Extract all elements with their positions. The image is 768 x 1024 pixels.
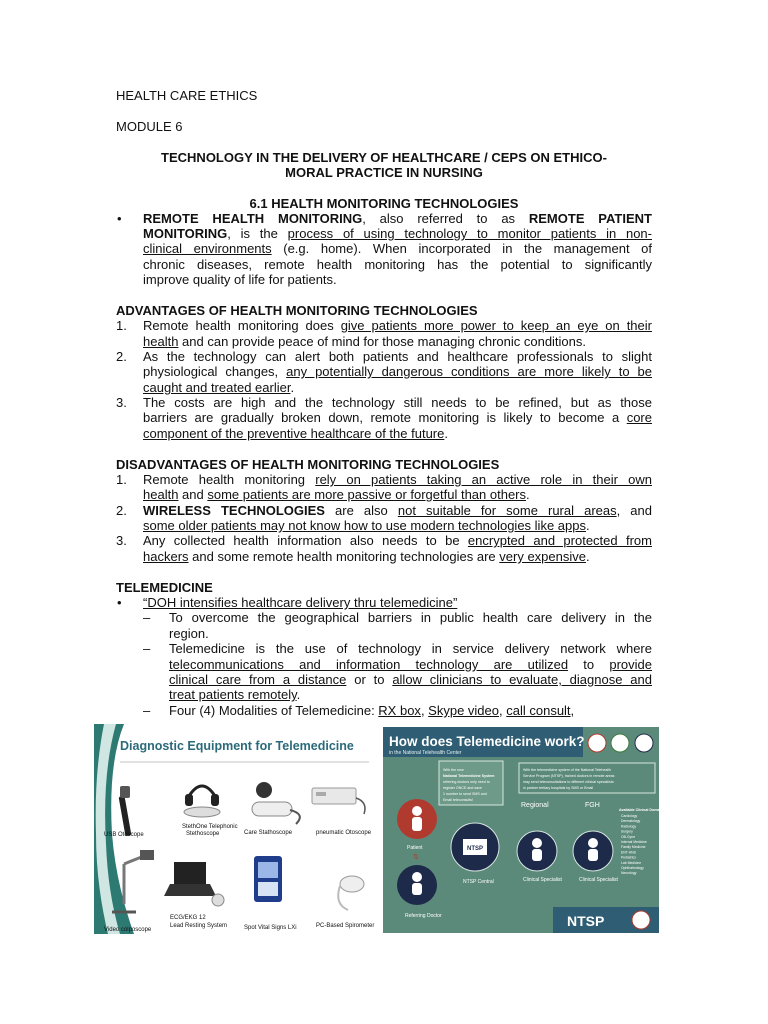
svg-text:Referring Doctor: Referring Doctor (405, 913, 442, 919)
list-number: 1. (116, 472, 127, 487)
advantages-heading: ADVANTAGES OF HEALTH MONITORING TECHNOLOGIES (116, 303, 478, 318)
svg-text:may send teleconsultations to: may send teleconsultations to different clinical specialists (523, 780, 614, 784)
list-line: hackers and some remote health monitoring technologies are very expensive. (143, 549, 590, 564)
list-number: 1. (116, 318, 127, 333)
dash-marker: – (143, 610, 151, 625)
list-line: health and some patients are more passive or forgetful than others. (143, 487, 530, 502)
clinical-domain-item: Cardiology (621, 814, 638, 818)
headphones-icon (184, 786, 220, 817)
sub-line: To overcome the geographical barriers in public health care delivery in the (169, 610, 652, 625)
seal-icon (632, 911, 650, 929)
section-heading: 6.1 HEALTH MONITORING TECHNOLOGIES (249, 196, 519, 211)
vital-signs-monitor-icon (254, 856, 282, 902)
device-box-icon (312, 788, 365, 814)
list-line: Remote health monitoring does give patients more power to keep an eye on their (143, 318, 652, 333)
list-line: caught and treated earlier. (143, 380, 295, 395)
list-line: barriers are gradually broken down, remote monitoring is likely to become a core (143, 410, 652, 425)
figure-left-graphic (94, 724, 380, 934)
svg-text:USB Otoscope: USB Otoscope (104, 832, 144, 838)
svg-text:NTSP: NTSP (467, 846, 484, 852)
course-title: HEALTH CARE ETHICS (116, 88, 258, 103)
svg-text:Spot Vital Signs LXi: Spot Vital Signs LXi (244, 925, 297, 931)
clinical-domain-item: Neurology (621, 871, 637, 876)
list-line: component of the preventive healthcare of the future. (143, 426, 448, 441)
list-line: health and can provide peace of mind for those managing chronic conditions. (143, 334, 587, 349)
svg-text:Email teleconsults!: Email teleconsults! (443, 798, 473, 802)
sub-line: Four (4) Modalities of Telemedicine: RX box, Skype video, call consult, (169, 703, 575, 718)
svg-text:Service Program (NTSP), traine: Service Program (NTSP), trained doctors in remote areas (523, 774, 615, 778)
clinical-domain-item: Dermatology (621, 819, 641, 824)
list-number: 3. (116, 395, 127, 410)
svg-text:NTSP Central: NTSP Central (463, 879, 494, 885)
list-line: Any collected health information also needs to be encrypted and protected from (143, 533, 652, 548)
svg-text:pneumatic Otoscope: pneumatic Otoscope (316, 830, 372, 836)
list-number: 2. (116, 503, 127, 518)
figure-right-graphic (383, 727, 666, 933)
para-line: improve quality of life for patients. (143, 272, 337, 287)
sub-line: region. (169, 626, 209, 641)
svg-text:FGH: FGH (585, 802, 600, 809)
clinical-domain-item: Family Medicine (621, 845, 646, 850)
svg-text:With the telemedicine system o: With the telemedicine system of the National Telehealth (523, 768, 612, 772)
svg-text:StethOne Telephonic: StethOne Telephonic (182, 824, 238, 830)
svg-text:Stethoscope: Stethoscope (186, 831, 220, 837)
seal-icon (635, 734, 653, 752)
seal-icon (611, 734, 629, 752)
list-line: Remote health monitoring rely on patients taking an active role in their own (143, 472, 652, 487)
list-line: WIRELESS TECHNOLOGIES are also not suitable for some rural areas, and (143, 503, 652, 518)
telemedicine-heading: TELEMEDICINE (116, 580, 213, 595)
sub-line: clinical care from a distance or to allow clinicians to evaluate, diagnose and (169, 672, 652, 687)
svg-text:Care Stathoscope: Care Stathoscope (244, 830, 293, 836)
doc-title-line1: TECHNOLOGY IN THE DELIVERY OF HEALTHCARE / CEPS ON ETHICO- (161, 150, 607, 165)
figure-left-title: Diagnostic Equipment for Telemedicine (120, 739, 354, 753)
dash-marker: – (143, 703, 151, 718)
clinical-domain-item: OB-Gyne (621, 834, 636, 839)
svg-text:in partner tertiary hospitals: in partner tertiary hospitals by SMS or Email (523, 786, 594, 790)
diagnostic-equipment-figure (94, 724, 380, 934)
list-line: The costs are high and the technology still needs to be refined, but as those (143, 395, 652, 410)
svg-text:in the National Telehealth Cen: in the National Telehealth Center (389, 750, 462, 756)
list-line: physiological changes, any potentially dangerous conditions are more likely to be (143, 364, 652, 379)
telemedicine-infographic (383, 727, 666, 933)
svg-text:1 number to send SMS and: 1 number to send SMS and (443, 792, 487, 796)
svg-text:referring doctors only need to: referring doctors only need to (443, 780, 490, 784)
svg-text:Clinical Specialist: Clinical Specialist (523, 877, 562, 883)
svg-text:How does Telemedicine work?: How does Telemedicine work? (389, 734, 585, 749)
seal-icon (588, 734, 606, 752)
svg-text:Clinical Specialist: Clinical Specialist (579, 877, 618, 883)
spirometer-icon (338, 876, 364, 910)
svg-text:Video colposcope: Video colposcope (104, 927, 152, 933)
list-number: 2. (116, 349, 127, 364)
list-number: 3. (116, 533, 127, 548)
sub-line: telecommunications and information technology are utilized to provide (169, 657, 652, 672)
clinical-domain-item: ENT-HNS (621, 850, 636, 855)
svg-text:Available Clinical Domains:: Available Clinical Domains: (619, 808, 666, 812)
clinical-domain-item: Pediatrics (621, 855, 636, 860)
svg-text:Lead Resting System: Lead Resting System (170, 923, 228, 929)
para-line: chronic diseases, remote health monitoring has the potential to significantly (143, 257, 652, 272)
clinical-domain-item: Ophthalmology (621, 866, 644, 870)
module-label: MODULE 6 (116, 119, 183, 134)
svg-text:Patient: Patient (407, 845, 423, 851)
bullet-marker: • (117, 595, 122, 610)
para-line: REMOTE HEALTH MONITORING, also referred to as REMOTE PATIENT (143, 211, 652, 226)
svg-text:⇅: ⇅ (413, 854, 419, 861)
doc-title-line2: MORAL PRACTICE IN NURSING (285, 165, 483, 180)
svg-text:register ONCE and save: register ONCE and save (443, 786, 482, 790)
para-line: clinical environments (e.g. home). When incorporated in the management of (143, 241, 652, 256)
clinical-domain-item: Lab Medicine (621, 860, 642, 865)
clinical-domain-item: Radiology (621, 824, 637, 829)
clinical-domain-item: Internal Medicine (621, 840, 647, 844)
para-line: MONITORING, is the process of using technology to monitor patients in non- (143, 226, 652, 241)
dash-marker: – (143, 641, 151, 656)
bullet-marker: • (117, 211, 122, 226)
svg-text:PC-Based Spirometer: PC-Based Spirometer (316, 923, 375, 929)
otoscope-icon (119, 786, 132, 836)
sub-line: Telemedicine is the use of technology in service delivery network where (169, 641, 652, 656)
svg-text:ECG/EKG 12: ECG/EKG 12 (170, 915, 206, 921)
disadvantages-heading: DISADVANTAGES OF HEALTH MONITORING TECHNOLOGIES (116, 457, 500, 472)
clinical-domain-item: Surgery (621, 829, 633, 834)
sub-line: treat patients remotely. (169, 687, 301, 702)
svg-text:Regional: Regional (521, 802, 549, 809)
laptop-icon (164, 862, 224, 906)
stethoscope-icon (252, 782, 300, 824)
list-line: some older patients may not know how to use modern technologies like apps. (143, 518, 590, 533)
svg-text:With the new: With the new (443, 768, 464, 772)
svg-text:NTSP: NTSP (567, 913, 605, 929)
list-line: As the technology can alert both patients and healthcare professionals to slight (143, 349, 652, 364)
svg-text:National Telemedicine System: National Telemedicine System (443, 774, 495, 778)
quote-line: “DOH intensifies healthcare delivery thru telemedicine” (143, 595, 458, 610)
